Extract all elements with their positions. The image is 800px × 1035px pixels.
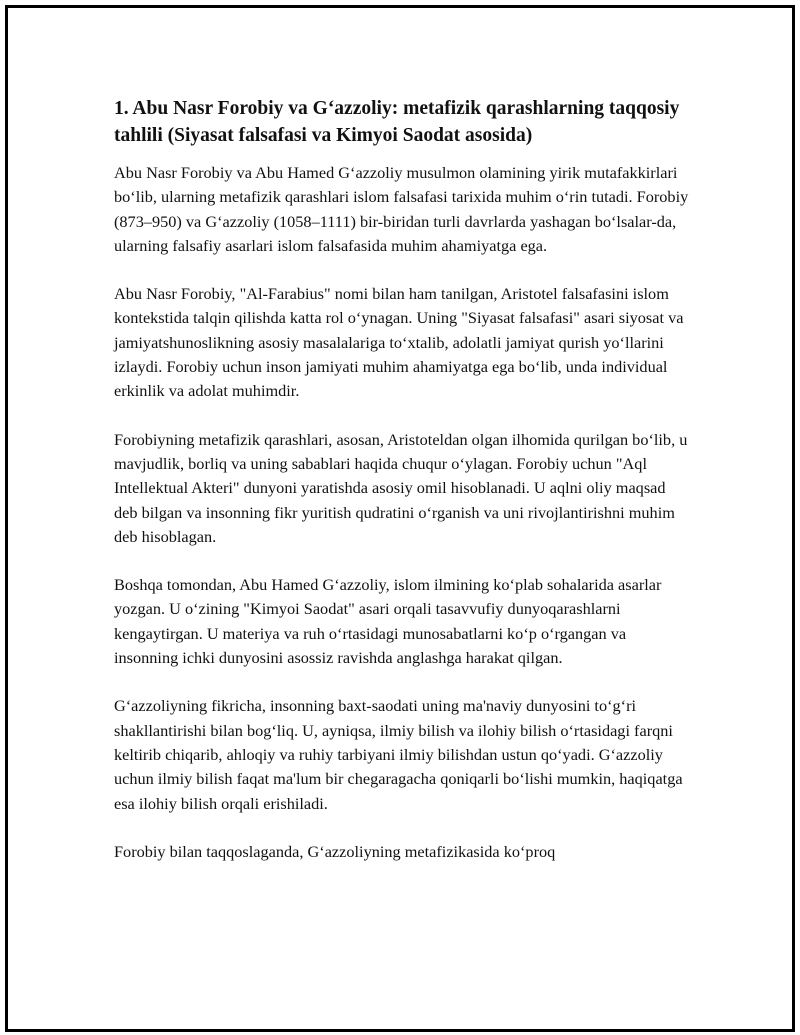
paragraph-gazzoliy-works: Boshqa tomondan, Abu Hamed Gʻazzoliy, islom ilmining koʻplab sohalarida asarlar yozgan. U oʻzining "Kimyoi Saodat" asari orqali tasavvufiy dunyoqarashlarni kengaytirgan. U materiya va ruh oʻrtasidagi munosabatlarni koʻp oʻrgangan va insonning ichki dunyosini asossiz ravishda anglashga harakat qilgan. — [114, 575, 662, 668]
paragraph-intro: Abu Nasr Forobiy va Abu Hamed Gʻazzoliy musulmon olamining yirik mutafakkirlari boʻlib, ularning metafizik qarashlari islom falsafasi tarixida muhim oʻrin tutadi. Forobiy (873–950) va Gʻazzoliy (1058–1111) bir-biridan turli davrlarda yashagan boʻlsalar-da, ularning falsafiy asarlari islom falsafasida muhim ahamiyatga ega. — [114, 163, 689, 255]
section-title: 1. Abu Nasr Forobiy va Gʻazzoliy: metafizik qarashlarning taqqosiy tahlili (Siyasat falsafasi va Kimyoi Saodat asosida) — [114, 98, 680, 146]
paragraph-gazzoliy-views: Gʻazzoliyning fikricha, insonning baxt-saodati uning ma'naviy dunyosini toʻgʻri shakllantirishi bilan bogʻliq. U, ayniqsa, ilmiy bilish va ilohiy bilish oʻrtasidagi farqni keltirib chiqarib, ahloqiy va ruhiy tarbiyani ilmiy bilishdan ustun qoʻyadi. Gʻazzoliy uchun ilmiy bilish faqat ma'lum bir chegaragacha qoniqarli boʻlishi mumkin, haqiqatga esa ilohiy bilish orqali erishiladi. — [114, 696, 683, 813]
document-body — [114, 95, 689, 888]
paragraph-comparison: Forobiy bilan taqqoslaganda, Gʻazzoliyning metafizikasida koʻproq — [114, 841, 556, 861]
paragraph-forobiy-politics: Abu Nasr Forobiy, "Al-Farabius" nomi bilan ham tanilgan, Aristotel falsafasini islom kontekstida talqin qilishda katta rol oʻynagan. Uning "Siyasat falsafasi" asari siyosat va jamiyatshunoslikning asosiy masalalariga toʻxtalib, adolatli jamiyat qurish yoʻllarini izlaydi. Forobiy uchun inson jamiyati muhim ahamiyatga ega boʻlib, unda individual erkinlik va adolat muhimdir. — [114, 284, 684, 401]
paragraph-forobiy-metaphysics: Forobiyning metafizik qarashlari, asosan, Aristoteldan olgan ilhomida qurilgan boʻlib, u mavjudlik, borliq va uning sabablari haqida chuqur oʻylagan. Forobiy uchun "Aql Intellektual Akteri" dunyoni yaratishda asosiy omil hisoblanadi. U aqlni oliy maqsad deb bilgan va insonning fikr yuritish qudratini oʻrganish va uni rivojlantirishni muhim deb hisoblagan. — [114, 429, 688, 546]
